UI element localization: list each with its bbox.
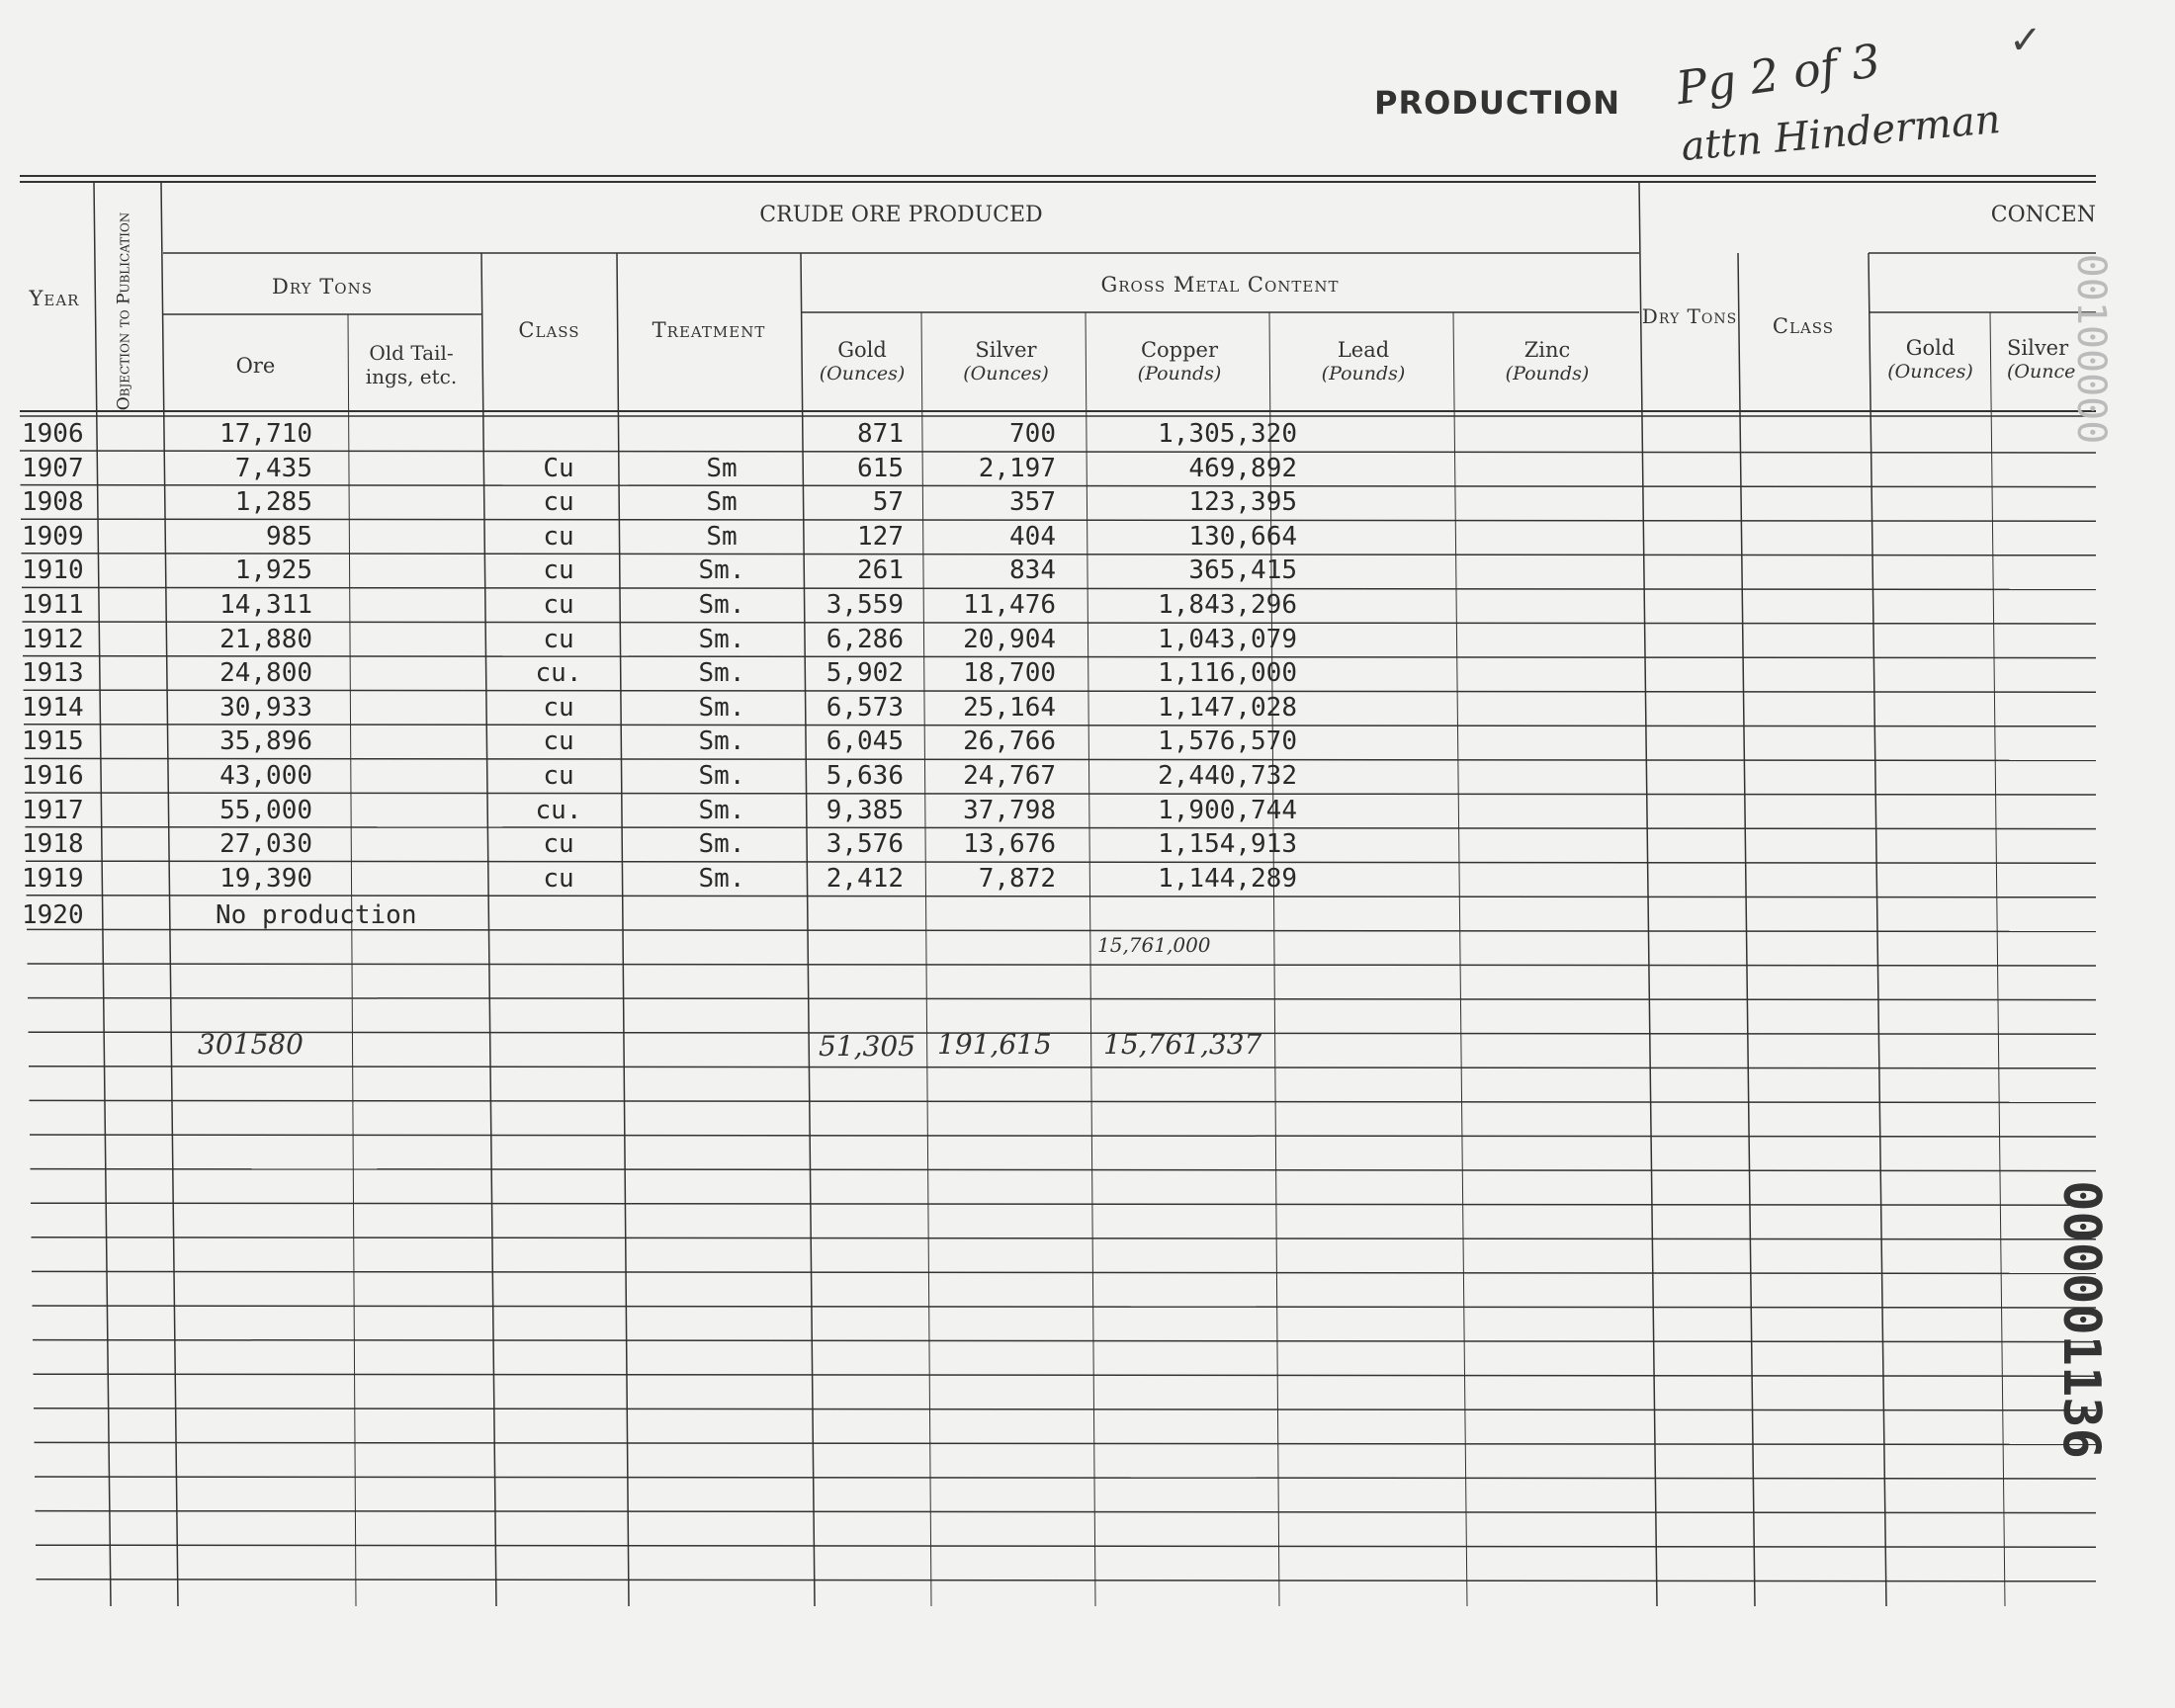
no-production-note: No production: [216, 900, 417, 930]
conc-silver-header: Silver: [2007, 336, 2069, 360]
total-gold: 51,305: [819, 1030, 915, 1063]
total-copper: 15,761,337: [1103, 1028, 1262, 1061]
row-year: 1915: [22, 726, 84, 757]
row-ore: 17,710: [219, 419, 312, 449]
row-year: 1919: [22, 863, 84, 894]
row-class: cu: [543, 829, 574, 860]
row-class: cu: [543, 761, 574, 791]
row-ore: 30,933: [219, 692, 312, 723]
row-year: 1913: [22, 658, 84, 689]
row-treatment: Sm.: [698, 726, 745, 757]
row-silver: 11,476: [963, 590, 1056, 620]
row-year: 1908: [22, 487, 84, 518]
lead-unit: (Pounds): [1321, 363, 1406, 384]
row-silver: 700: [1009, 419, 1056, 449]
row-gold: 9,385: [826, 795, 904, 825]
ore-header: Ore: [235, 354, 276, 378]
year-header: Year: [29, 287, 80, 310]
row-copper: 123,395: [1188, 487, 1297, 518]
gold-unit: (Ounces): [819, 363, 906, 384]
row-silver: 26,766: [963, 726, 1056, 757]
row-gold: 3,559: [826, 590, 904, 620]
row-ore: 35,896: [219, 726, 312, 757]
copper-header: Copper: [1140, 338, 1219, 362]
silver-unit: (Ounces): [963, 363, 1049, 384]
row-ore: 24,800: [219, 658, 312, 689]
row-class: cu: [543, 863, 574, 894]
row-copper: 1,900,744: [1158, 795, 1297, 825]
row-silver: 7,872: [978, 863, 1056, 894]
row-treatment: Sm.: [698, 590, 745, 620]
treatment-header: Treatment: [652, 318, 766, 342]
row-silver: 834: [1009, 555, 1056, 586]
row-year: 1916: [22, 761, 84, 791]
zinc-unit: (Pounds): [1505, 363, 1590, 384]
gold-header: Gold: [837, 338, 887, 362]
page-title: PRODUCTION: [1374, 84, 1621, 122]
row-treatment: Sm.: [698, 555, 745, 586]
row-silver: 357: [1009, 487, 1056, 518]
row-gold: 871: [857, 419, 904, 449]
row-copper: 1,154,913: [1158, 829, 1297, 860]
row-gold: 6,286: [826, 624, 904, 654]
row-ore: 43,000: [219, 761, 312, 791]
row-silver: 25,164: [963, 692, 1056, 723]
conc-gold-unit: (Ounces): [1887, 361, 1973, 383]
old-tailings-header: Old Tail-ings, etc.: [365, 341, 458, 388]
row-silver: 404: [1009, 521, 1056, 552]
vertical-stamp-number: 000001136: [2051, 1180, 2111, 1459]
row-year: 1918: [22, 829, 84, 860]
row-treatment: Sm: [706, 521, 738, 552]
row-copper: 1,843,296: [1158, 590, 1297, 620]
row-class: cu: [543, 487, 574, 518]
row-treatment: Sm.: [698, 761, 745, 791]
handwritten-copper-note: 15,761,000: [1097, 933, 1211, 957]
row-gold: 57: [872, 487, 904, 518]
row-ore: 14,311: [219, 590, 312, 620]
gross-metal-header: Gross Metal Content: [1100, 273, 1340, 297]
row-silver: 24,767: [963, 761, 1056, 791]
row-gold: 615: [857, 453, 904, 483]
row-class: cu: [543, 624, 574, 654]
copper-unit: (Pounds): [1137, 363, 1222, 384]
concentrate-header: CONCEN: [1990, 203, 2096, 227]
row-ore: 55,000: [219, 795, 312, 825]
row-ore: 27,030: [219, 829, 312, 860]
lead-header: Lead: [1337, 338, 1390, 362]
row-year: 1907: [22, 453, 84, 483]
conc-gold-header: Gold: [1905, 336, 1956, 360]
row-ore: 19,390: [219, 863, 312, 894]
row-silver: 2,197: [978, 453, 1056, 483]
row-class: cu.: [535, 658, 582, 689]
conc-class-header: Class: [1772, 314, 1835, 338]
row-treatment: Sm.: [698, 692, 745, 723]
row-copper: 130,664: [1188, 521, 1297, 552]
row-gold: 6,045: [826, 726, 904, 757]
crude-ore-header: CRUDE ORE PRODUCED: [759, 203, 1043, 227]
zinc-header: Zinc: [1523, 338, 1571, 362]
row-copper: 1,576,570: [1158, 726, 1297, 757]
row-treatment: Sm: [706, 487, 738, 518]
row-gold: 5,902: [826, 658, 904, 689]
handwritten-attn-note: attn Hinderman: [1679, 96, 2003, 171]
row-silver: 37,798: [963, 795, 1056, 825]
handwritten-page-note: Pg 2 of 3: [1673, 33, 1884, 116]
row-year: 1909: [22, 521, 84, 552]
row-ore: 21,880: [219, 624, 312, 654]
row-gold: 127: [857, 521, 904, 552]
row-class: cu: [543, 726, 574, 757]
checkmark-icon: ✓: [2009, 18, 2043, 63]
row-silver: 13,676: [963, 829, 1056, 860]
row-ore: 7,435: [234, 453, 312, 483]
row-year: 1911: [22, 590, 84, 620]
row-class: Cu: [543, 453, 574, 483]
row-gold: 3,576: [826, 829, 904, 860]
row-gold: 6,573: [826, 692, 904, 723]
row-class: cu: [543, 590, 574, 620]
row-treatment: Sm.: [698, 795, 745, 825]
row-ore: 1,285: [234, 487, 312, 518]
row-copper: 1,305,320: [1158, 419, 1297, 449]
row-treatment: Sm.: [698, 863, 745, 894]
row-ore: 985: [266, 521, 312, 552]
row-class: cu: [543, 555, 574, 586]
conc-silver-unit: (Ounce: [2007, 361, 2076, 383]
row-year: 1906: [22, 419, 84, 449]
total-ore: 301580: [198, 1028, 304, 1061]
row-ore: 1,925: [234, 555, 312, 586]
row-copper: 469,892: [1188, 453, 1297, 483]
row-silver: 20,904: [963, 624, 1056, 654]
row-copper: 1,116,000: [1158, 658, 1297, 689]
row-copper: 1,144,289: [1158, 863, 1297, 894]
objection-header: Objection to Publication: [114, 212, 133, 411]
row-year: 1914: [22, 692, 84, 723]
row-class: cu.: [535, 795, 582, 825]
row-silver: 18,700: [963, 658, 1056, 689]
dry-tons-header: Dry Tons: [272, 275, 373, 299]
row-year: 1910: [22, 555, 84, 586]
row-gold: 261: [857, 555, 904, 586]
row-treatment: Sm: [706, 453, 738, 483]
row-class: cu: [543, 521, 574, 552]
class-header: Class: [518, 318, 580, 342]
row-year: 1912: [22, 624, 84, 654]
row-gold: 5,636: [826, 761, 904, 791]
conc-dry-tons-header: Dry Tons: [1641, 304, 1738, 328]
row-treatment: Sm.: [698, 829, 745, 860]
row-copper: 2,440,732: [1158, 761, 1297, 791]
row-class: cu: [543, 692, 574, 723]
row-year: 1917: [22, 795, 84, 825]
row-copper: 365,415: [1188, 555, 1297, 586]
row-treatment: Sm.: [698, 624, 745, 654]
silver-header: Silver: [975, 338, 1037, 362]
row-copper: 1,043,079: [1158, 624, 1297, 654]
year-1920: 1920: [22, 900, 84, 930]
row-treatment: Sm.: [698, 658, 745, 689]
row-gold: 2,412: [826, 863, 904, 894]
total-silver: 191,615: [937, 1028, 1052, 1061]
row-copper: 1,147,028: [1158, 692, 1297, 723]
faint-stamp-number: 00100000: [2068, 253, 2114, 445]
